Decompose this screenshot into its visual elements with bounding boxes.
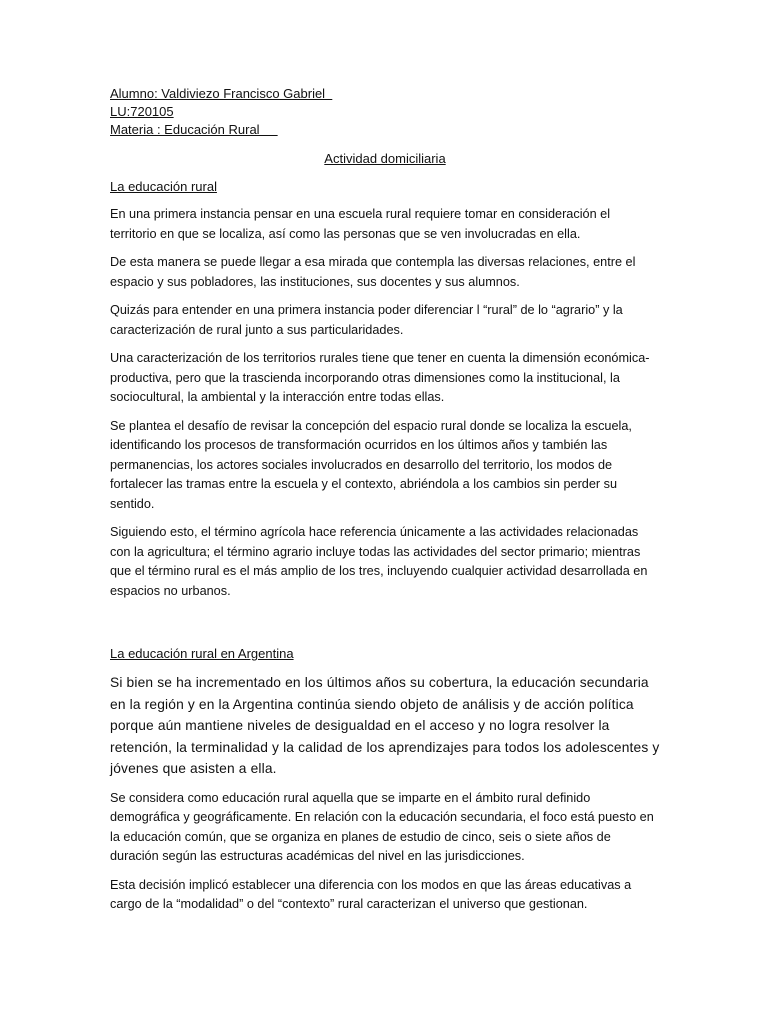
paragraph: En una primera instancia pensar en una escuela rural requiere tomar en consideración el territorio en que se localiza, así como las personas que se ven involucradas en ella.	[110, 207, 611, 241]
paragraph: Se considera como educación rural aquella que se imparte en el ámbito rural definido demográfica y geográficamente. En relación con la educación secundaria, el foco está puesto en la educación común, que se organiza en planes de estudio de cinco, seis o siete años de duración según las estructuras académicas del nivel en las jurisdicciones.	[110, 790, 654, 863]
paragraph: Se plantea el desafío de revisar la concepción del espacio rural donde se localiza la escuela, identificando los procesos de transformación ocurridos en los últimos años y también las permanencias, los actores sociales involucrados en desarrollo del territorio, los modos de fortalecer las tramas entre la escuela y el contexto, abriéndola a los cambios sin perder su sentido.	[110, 418, 632, 511]
subject-name: Materia : Educación Rural	[110, 122, 278, 137]
student-name: Alumno: Valdiviezo Francisco Gabriel	[110, 86, 333, 101]
section-heading-rural-education: La educación rural	[110, 179, 217, 194]
paragraph: Siguiendo esto, el término agrícola hace referencia únicamente a las actividades relacionadas con la agricultura; el término agrario incluye todas las actividades del sector primario; mientras que el término rural es el más amplio de los tres, incluyendo cualquier actividad desarrollada en espacios no urbanos.	[110, 525, 648, 598]
paragraph: De esta manera se puede llegar a esa mirada que contempla las diversas relaciones, entre el espacio y sus pobladores, las instituciones, sus docentes y sus alumnos.	[110, 255, 636, 289]
section-spacer	[110, 601, 660, 635]
document-page	[110, 85, 660, 915]
paragraph: Si bien se ha incrementado en los últimos años su cobertura, la educación secundaria en la región y en la Argentina continúa siendo objeto de análisis y de acción política porque aún mantiene niveles de desigualdad en el acceso y no logra resolver la retención, la terminalidad y la calidad de los aprendizajes para todos los adolescentes y jóvenes que asisten a ella.	[110, 675, 660, 776]
paragraph: Quizás para entender en una primera instancia poder diferenciar l “rural” de lo “agrario” y la caracterización de rural junto a sus particularidades.	[110, 303, 623, 337]
paragraph: Esta decisión implicó establecer una diferencia con los modos en que las áreas educativas a cargo de la “modalidad” o del “contexto” rural caracterizan el universo que gestionan.	[110, 877, 632, 911]
section-heading-argentina: La educación rural en Argentina	[110, 646, 294, 661]
student-lu: LU:720105	[110, 104, 174, 119]
document-title: Actividad domiciliaria	[324, 151, 446, 166]
paragraph: Una caracterización de los territorios rurales tiene que tener en cuenta la dimensión económica-productiva, pero que la trascienda incorporando otras dimensiones como la institucional, la sociocultural, la ambiental y la interacción entre todas ellas.	[110, 351, 650, 404]
